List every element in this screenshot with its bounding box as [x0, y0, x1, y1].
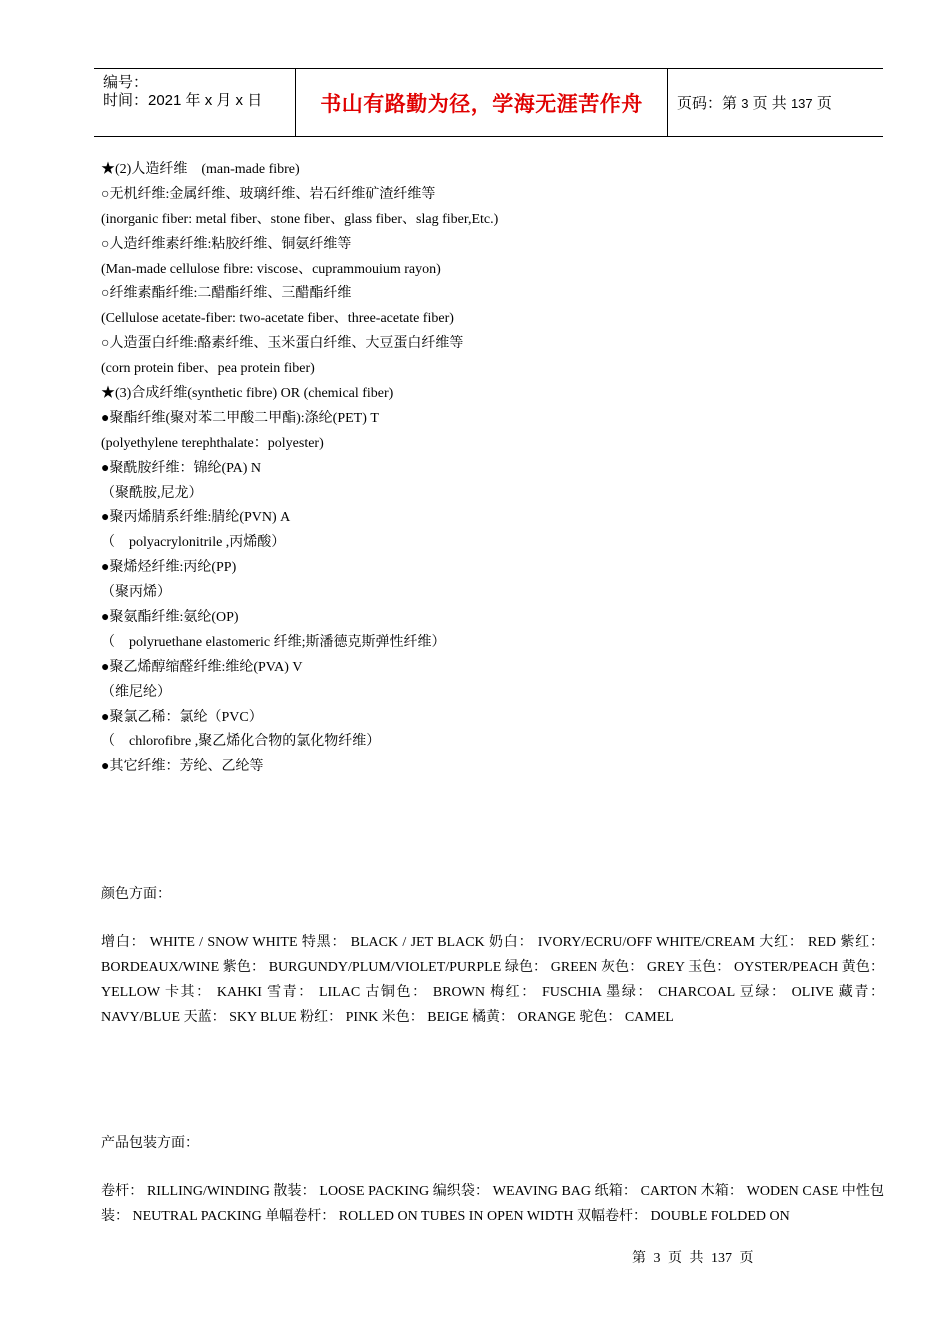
fiber-line: ○人造纤维素纤维:粘胶纤维、铜氨纤维等: [101, 236, 352, 252]
page-number: 3: [741, 96, 749, 111]
page-total: 137: [790, 96, 813, 111]
fiber-line: ●聚丙烯腈系纤维:腈纶(PVN) A: [101, 510, 291, 526]
packing-section-title: 产品包装方面：: [101, 1136, 199, 1151]
color-section-text: 增白： WHITE / SNOW WHITE 特黑： BLACK / JET BLACK 奶白： IVORY/ECRU/OFF WHITE/CREAM 大红： RED 紫红： BORDEAUX/WINE 紫色： BURGUNDY/PLUM/VIOLET/PURPLE 绿色： GREEN 灰色： GREY 玉色： OYSTER/PEACH 黄色： YELLOW 卡其： KAHKI 雪青： LILAC 古铜色： BROWN 梅红： FUSCHIA 墨绿： CHARCOAL 豆绿： OLIVE 藏青： NAVY/BLUE 天蓝： SKY BLUE 粉红： PINK 米色： BEIGE 橘黄： ORANGE 驼色： CAMEL: [101, 935, 884, 1025]
fiber-line: ○纤维素酯纤维:二醋酯纤维、三醋酯纤维: [101, 286, 352, 302]
fiber-line: ★(2)人造纤维 (man-made fibre): [101, 162, 300, 177]
page-suffix: 页: [816, 95, 832, 112]
header-meta-cell: [94, 69, 295, 136]
fiber-line: ●聚酰胺纤维：锦纶(PA) N: [101, 460, 262, 476]
color-section-title: 颜色方面：: [101, 887, 171, 902]
fiber-line: ○人造蛋白纤维:酪素纤维、玉米蛋白纤维、大豆蛋白纤维等: [101, 336, 464, 352]
fiber-line: ●聚氨酯纤维:氨纶(OP): [101, 610, 239, 626]
motto: 书山有路勤为径，学海无涯苦作舟: [320, 91, 643, 116]
fiber-line: （ polyacrylonitrile ,丙烯酸）: [101, 535, 286, 551]
fiber-line: (Cellulose acetate-fiber: two-acetate fiber、three-acetate fiber): [101, 311, 454, 327]
fiber-line: ★(3)合成纤维(synthetic fibre) OR (chemical fiber): [101, 386, 394, 402]
time-label: 时间：2021 年 x 月 x 日: [103, 92, 263, 109]
fiber-line: （维尼纶）: [101, 684, 171, 700]
fiber-line: （ polyruethane elastomeric 纤维;斯潘德克斯弹性纤维）: [101, 634, 446, 650]
fiber-line: (corn protein fiber、pea protein fiber): [101, 361, 315, 377]
fiber-line: (inorganic fiber: metal fiber、stone fiber、glass fiber、slag fiber,Etc.): [101, 211, 499, 227]
fiber-line: ●聚烯烃纤维:丙纶(PP): [101, 560, 237, 576]
page-footer: 第 3 页 共 137 页: [632, 1251, 754, 1266]
fiber-line: （聚酰胺,尼龙）: [101, 485, 203, 501]
page-header: [94, 68, 883, 137]
header-page-cell: [668, 69, 883, 136]
fiber-line: （聚丙烯）: [101, 585, 171, 601]
packing-section-text: 卷杆： RILLING/WINDING 散装： LOOSE PACKING 编织袋： WEAVING BAG 纸箱： CARTON 木箱： WODEN CASE 中性包装： NEUTRAL PACKING 单幅卷杆： ROLLED ON TUBES IN OPEN WIDTH 双幅卷杆： DOUBLE FOLDED ON: [101, 1184, 884, 1224]
fiber-line: (Man-made cellulose fibre: viscose、cuprammouium rayon): [101, 261, 441, 277]
fiber-line: ●聚氯乙稀：氯纶（PVC）: [101, 709, 263, 725]
page-indicator: [677, 92, 832, 113]
fiber-line: ●其它纤维：芳纶、乙纶等: [101, 759, 264, 775]
fiber-line: ○无机纤维:金属纤维、玻璃纤维、岩石纤维矿渣纤维等: [101, 186, 436, 202]
page-mid: 页 共: [752, 95, 787, 112]
serial-label: 编号：: [103, 74, 149, 91]
fiber-line: (polyethylene terephthalate：polyester): [101, 435, 324, 451]
fiber-line: （ chlorofibre ,聚乙烯化合物的氯化物纤维）: [101, 734, 381, 750]
fiber-list: [101, 158, 885, 780]
fiber-line: ●聚酯纤维(聚对苯二甲酸二甲酯):涤纶(PET) T: [101, 410, 379, 426]
fiber-line: ●聚乙烯醇缩醛纤维:维纶(PVA) V: [101, 659, 303, 675]
header-motto-cell: [295, 69, 668, 136]
page-prefix: 页码：第: [677, 95, 738, 112]
